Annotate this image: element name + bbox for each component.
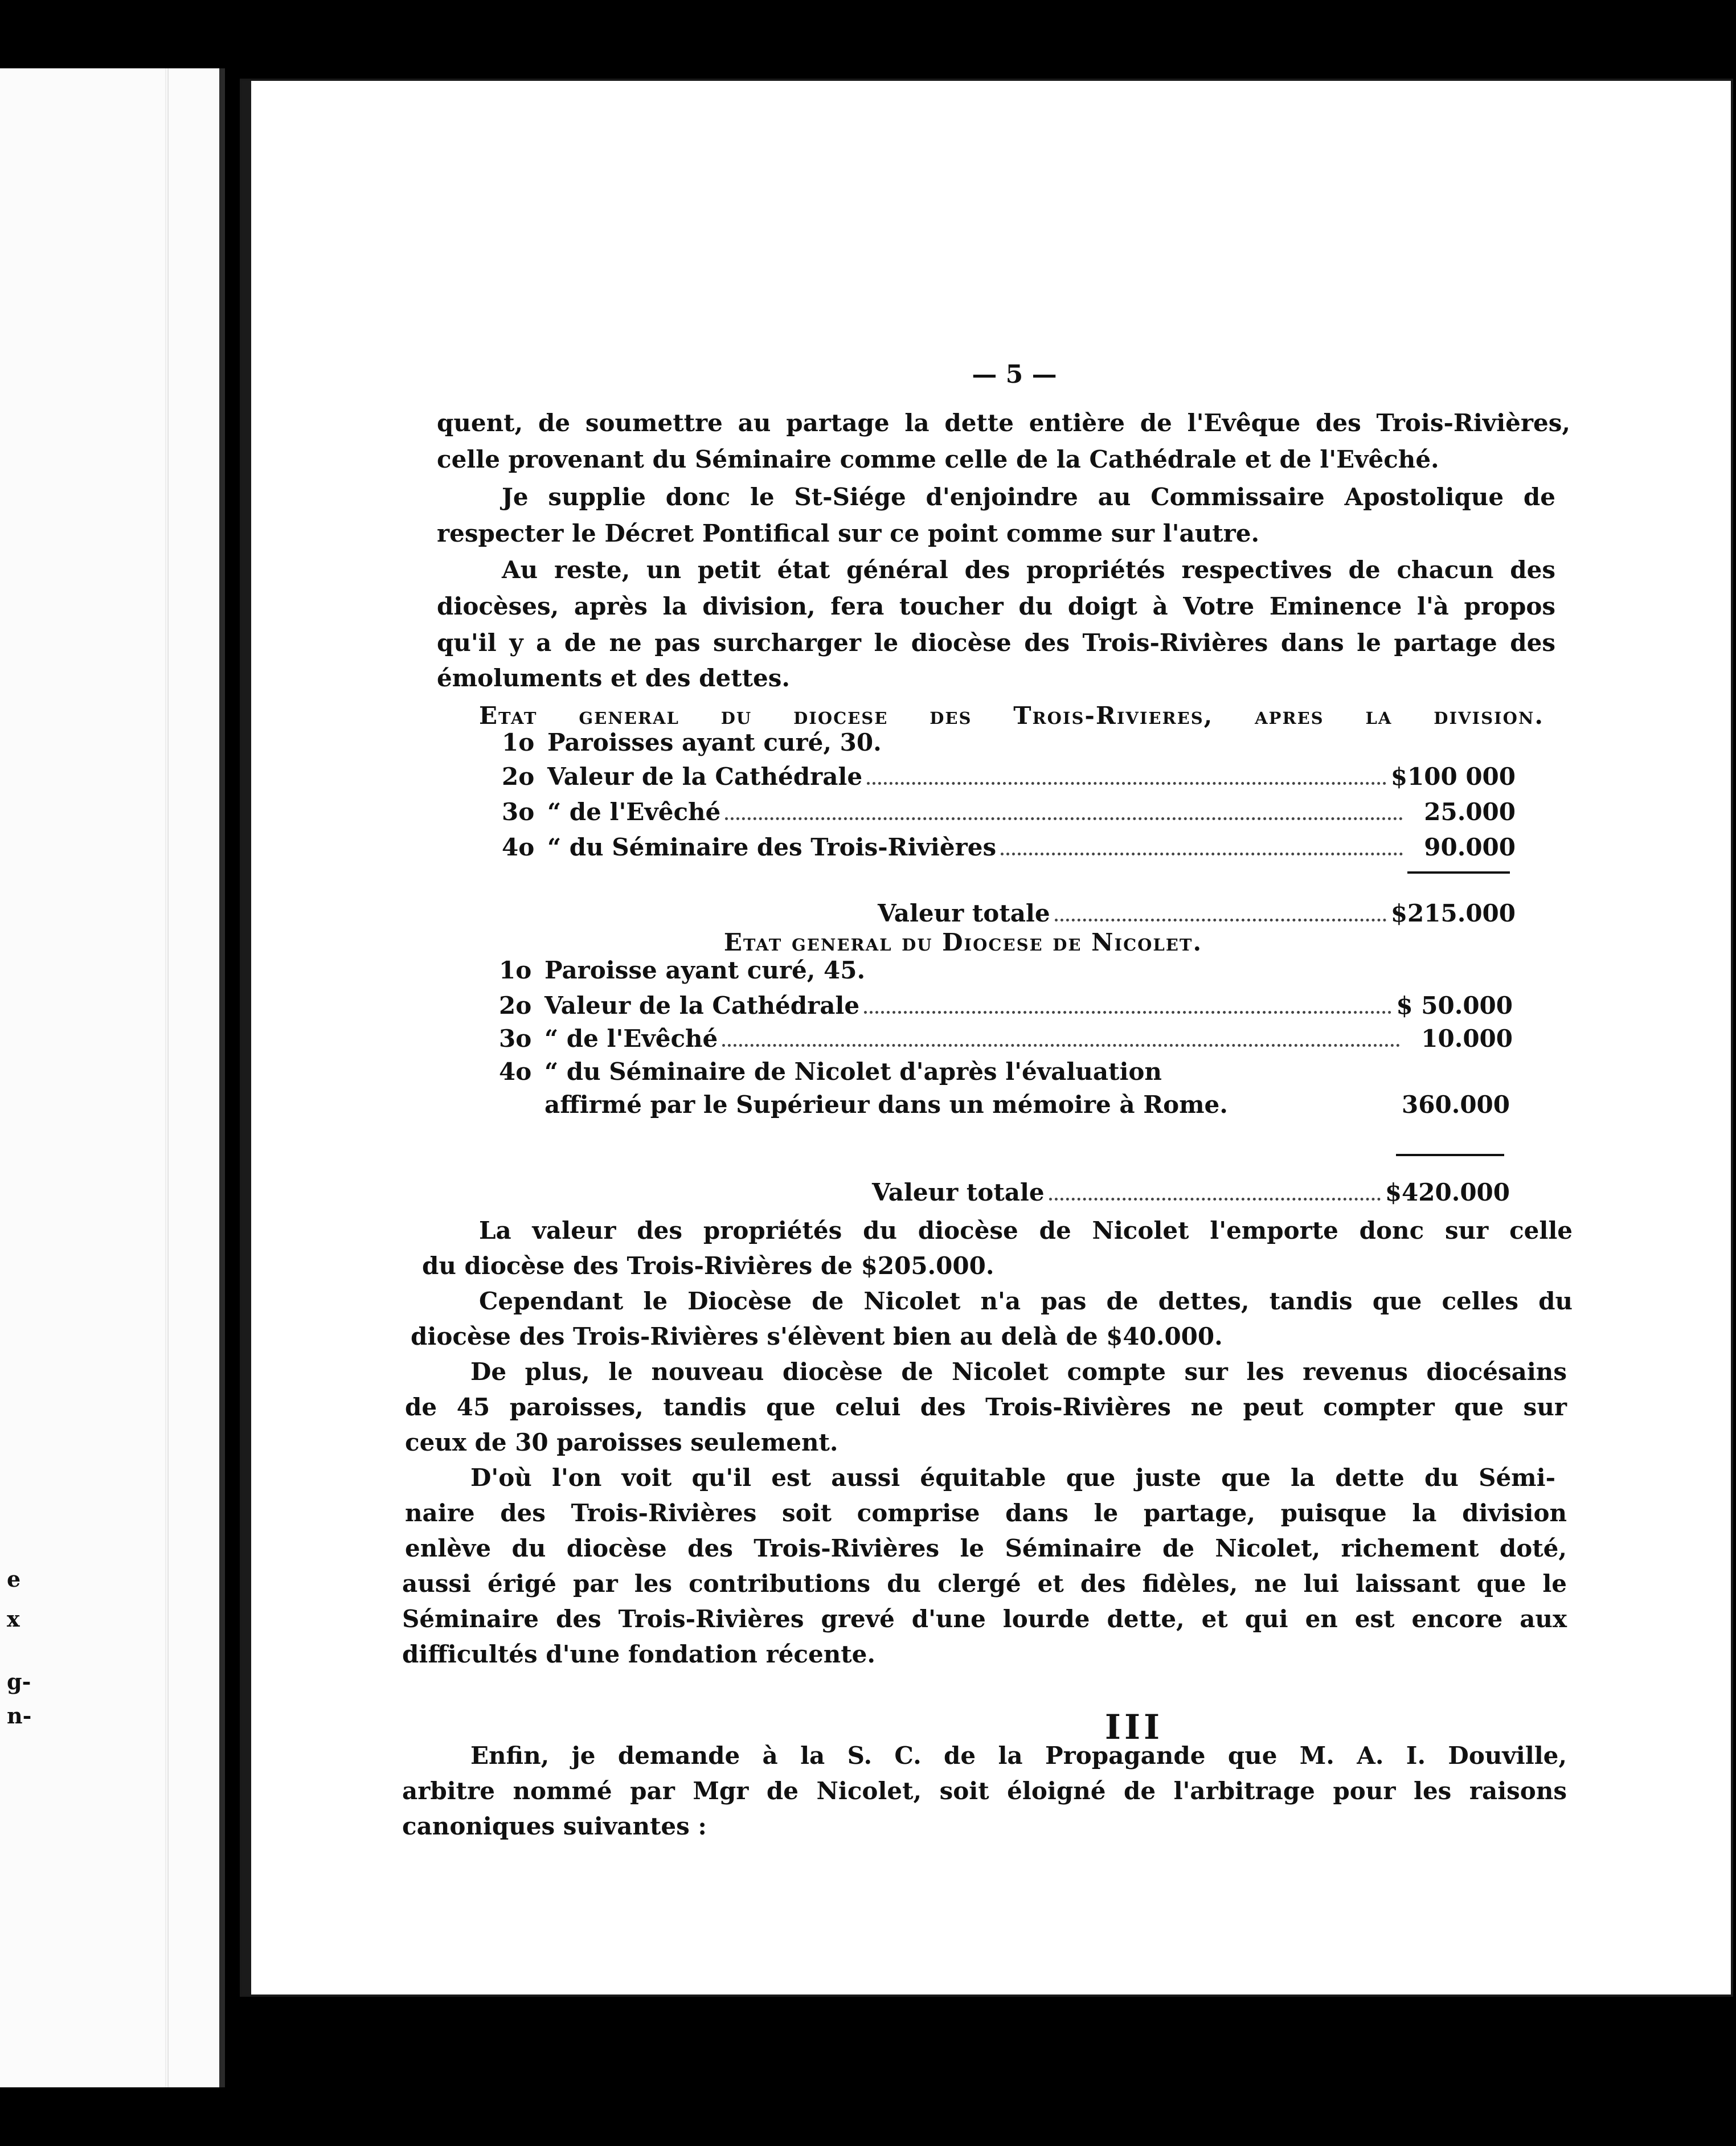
- dot-leader: [1055, 918, 1386, 922]
- text-line: aussi érigé par les contributions du clergé et des fidèles, ne lui laissant que le: [402, 1570, 1567, 1598]
- row-label: “ du Séminaire des Trois-Rivières: [547, 833, 997, 861]
- total-row: [878, 901, 1516, 927]
- table-row: [502, 835, 1516, 861]
- sum-rule: [1407, 871, 1510, 874]
- text-line: Au reste, un petit état général des propriétés respectives de chacun des: [502, 556, 1555, 584]
- text-line: du diocèse des Trois-Rivières de $205.000.: [422, 1252, 994, 1280]
- text-line: émoluments et des dettes.: [437, 664, 791, 692]
- text-line: diocèse des Trois-Rivières s'élèvent bien au delà de $40.000.: [411, 1322, 1223, 1350]
- row-number: 3o: [499, 1025, 532, 1052]
- table-row: [499, 993, 1513, 1019]
- row-label: “ de l'Evêché: [544, 1025, 718, 1052]
- row-label: Valeur de la Cathédrale: [547, 763, 863, 791]
- row-label: “ du Séminaire de Nicolet d'après l'évaluation: [544, 1058, 1162, 1086]
- table-row: [499, 958, 1513, 984]
- table-row: [502, 730, 1516, 756]
- row-number: 3o: [502, 798, 535, 826]
- section-heading: III: [1104, 1707, 1164, 1747]
- dot-leader: [1001, 852, 1403, 855]
- row-number: 1o: [502, 728, 535, 756]
- text-line: Cependant le Diocèse de Nicolet n'a pas de dettes, tandis que celles du: [479, 1287, 1573, 1315]
- row-amount: 90.000: [1424, 833, 1516, 861]
- dot-leader: [864, 1010, 1391, 1014]
- row-label: Paroisse ayant curé, 45.: [544, 956, 866, 984]
- text-line: de 45 paroisses, tandis que celui des Trois-Rivières ne peut compter que sur: [405, 1393, 1567, 1421]
- edge-mark: n-: [7, 1703, 32, 1729]
- total-amount: $215.000: [1390, 899, 1516, 927]
- row-number: 4o: [502, 833, 535, 861]
- text-line: celle provenant du Séminaire comme celle de la Cathédrale et de l'Evêché.: [437, 445, 1439, 473]
- text-line: Enfin, je demande à la S. C. de la Propagande que M. A. I. Douville,: [470, 1742, 1567, 1770]
- sum-rule: [1396, 1154, 1504, 1156]
- row-label: Valeur de la Cathédrale: [544, 992, 860, 1019]
- text-line: D'où l'on voit qu'il est aussi équitable que juste que la dette du Sémi-: [470, 1464, 1555, 1492]
- table-row: [502, 764, 1516, 791]
- text-line: De plus, le nouveau diocèse de Nicolet compte sur les revenus diocésains: [470, 1358, 1567, 1386]
- total-amount: $420.000: [1385, 1178, 1510, 1206]
- text-line: Je supplie donc le St-Siége d'enjoindre au Commissaire Apostolique de: [502, 483, 1555, 511]
- text-line: difficultés d'une fondation récente.: [402, 1640, 875, 1668]
- table-row: [502, 800, 1516, 826]
- row-amount: 10.000: [1421, 1025, 1513, 1052]
- text-line: diocèses, après la division, fera toucher du doigt à Votre Eminence l'à propos: [437, 592, 1555, 620]
- text-line: arbitre nommé par Mgr de Nicolet, soit éloigné de l'arbitrage pour les raisons: [402, 1777, 1567, 1805]
- row-number: 2o: [502, 763, 535, 791]
- text-line: La valeur des propriétés du diocèse de Nicolet l'emporte donc sur celle: [479, 1217, 1573, 1244]
- table-row: [499, 1026, 1513, 1052]
- table-row: [499, 1059, 1410, 1086]
- text-line: respecter le Décret Pontifical sur ce point comme sur l'autre.: [437, 519, 1260, 547]
- dot-leader: [867, 781, 1386, 785]
- text-line: enlève du diocèse des Trois-Rivières le Séminaire de Nicolet, richement doté,: [405, 1534, 1567, 1562]
- text-line: canoniques suivantes :: [402, 1812, 707, 1840]
- edge-mark: g-: [7, 1669, 31, 1694]
- dot-leader: [1233, 1112, 1397, 1113]
- row-amount: 25.000: [1424, 798, 1516, 826]
- total-label: Valeur totale: [872, 1178, 1045, 1206]
- row-label: affirmé par le Supérieur dans un mémoire à Rome.: [544, 1091, 1228, 1119]
- total-row: [872, 1180, 1510, 1206]
- text-line: quent, de soumettre au partage la dette entière de l'Evêque des Trois-Rivières,: [437, 409, 1570, 437]
- row-number: 4o: [499, 1058, 532, 1086]
- dot-leader: [725, 817, 1403, 820]
- row-amount: $ 50.000: [1396, 992, 1513, 1019]
- page-number: — 5 —: [972, 360, 1057, 389]
- row-amount: $100 000: [1390, 763, 1516, 791]
- row-label: Paroisses ayant curé, 30.: [547, 728, 882, 756]
- dot-leader: [1049, 1197, 1381, 1201]
- table-heading: Etat general du Diocese de Nicolet.: [723, 928, 1203, 956]
- row-label: “ de l'Evêché: [547, 798, 721, 826]
- row-amount: 360.000: [1402, 1091, 1510, 1119]
- edge-mark: e: [7, 1566, 21, 1592]
- document-page: [242, 81, 1731, 1995]
- row-number: 1o: [499, 956, 532, 984]
- table-row: [499, 1092, 1510, 1119]
- previous-page-fragment: [0, 68, 225, 2087]
- row-number: 2o: [499, 992, 532, 1019]
- text-line: Séminaire des Trois-Rivières grevé d'une lourde dette, et qui en est encore aux: [402, 1605, 1567, 1633]
- text-line: naire des Trois-Rivières soit comprise dans le partage, puisque la division: [405, 1499, 1567, 1527]
- page-fold: [165, 68, 169, 2087]
- edge-mark: x: [7, 1606, 20, 1632]
- total-label: Valeur totale: [878, 899, 1050, 927]
- dot-leader: [722, 1043, 1400, 1047]
- text-line: ceux de 30 paroisses seulement.: [405, 1428, 838, 1456]
- table-heading: Etat general du diocese des Trois-Rivieres, apres la division.: [479, 702, 1544, 730]
- text-line: qu'il y a de ne pas surcharger le diocèse des Trois-Rivières dans le partage des: [437, 629, 1555, 657]
